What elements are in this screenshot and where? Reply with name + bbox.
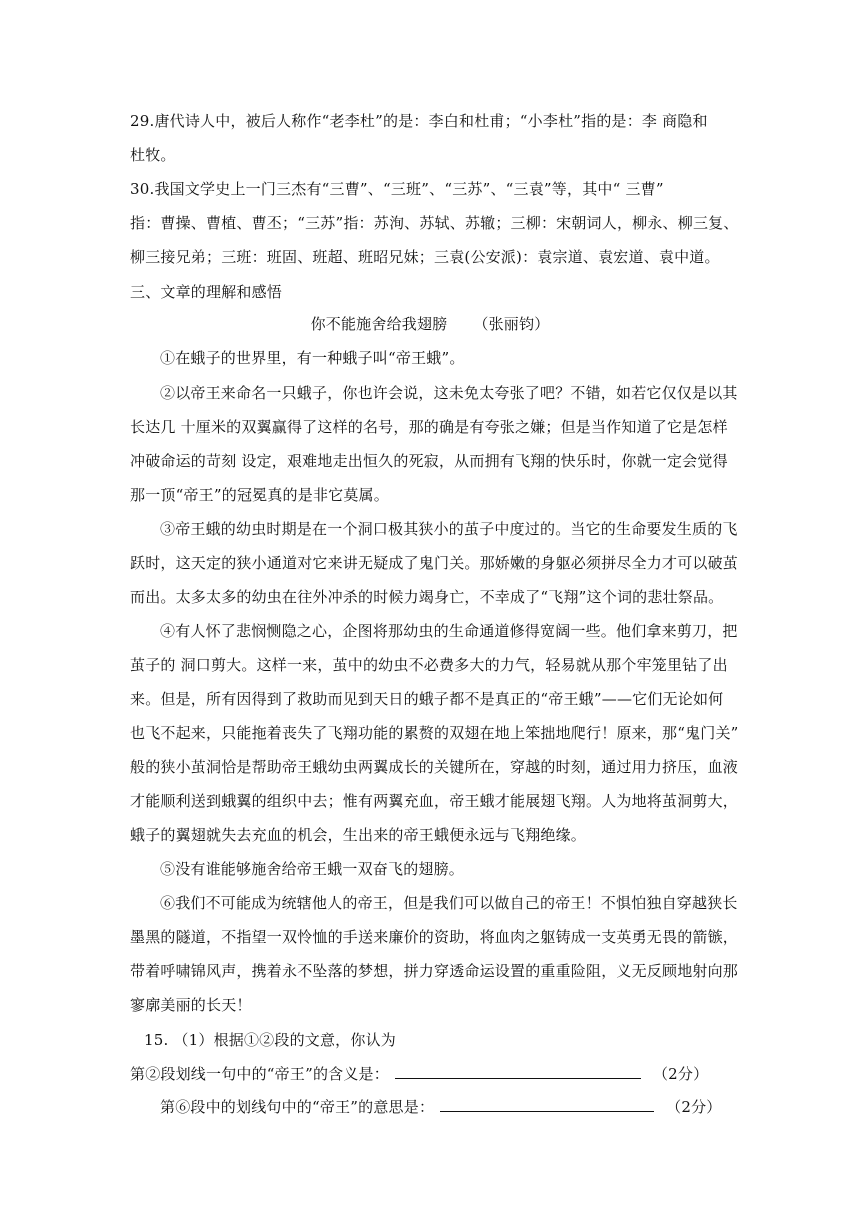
question-15-1-score: （2分） [652,1065,709,1083]
paragraph-4-line-2: 茧子的 洞口剪大。这样一来，茧中的幼虫不必费多大的力气，轻易就从那个牢笼里钻了出 [130,656,728,674]
question-15-1-line [130,1064,708,1084]
item-30-line-1: 30.我国文学史上一门三杰有“三曹”、“三班”、“三苏”、“三袁”等，其中“ 三曹” [130,180,664,198]
paragraph-4-line-3: 来。但是，所有因得到了救助而见到天日的蛾子都不是真正的“帝王蛾”——它们无论如何 [130,690,724,708]
answer-blank-2[interactable] [440,1097,654,1112]
question-15-2-text: 第⑥段中的划线句中的“帝王”的意思是： [160,1098,435,1116]
paragraph-2-line-4: 那一顶“帝王”的冠冕真的是非它莫属。 [130,486,389,504]
answer-blank-1[interactable] [395,1064,641,1079]
item-30-line-3: 柳三接兄弟；三班：班固、班超、班昭兄妹；三袁(公安派)：袁宗道、袁宏道、袁中道。 [130,248,720,266]
question-15-2-score: （2分） [666,1098,722,1116]
paragraph-4-line-6: 才能顺利送到蛾翼的组织中去；惟有两翼充血，帝王蛾才能展翅飞翔。人为地将茧洞剪大， [130,792,739,810]
paragraph-4-line-7: 蛾子的翼翅就失去充血的机会，生出来的帝王蛾便永远与飞翔绝缘。 [130,826,587,844]
paragraph-3-line-2: 跃时，这天定的狭小通道对它来讲无疑成了鬼门关。那娇嫩的身躯必须拼尽全力才可以破茧 [130,554,739,572]
item-30-line-2: 指：曹操、曹植、曹丕；“三苏”指：苏洵、苏轼、苏辙；三柳：宋朝词人，柳永、柳三复、 [130,214,739,232]
paragraph-2-line-3: 冲破命运的苛刻 设定，艰难地走出恒久的死寂，从而拥有飞翔的快乐时，你就一定会觉得 [130,452,728,470]
question-15-1-text: 第②段划线一句中的“帝王”的含义是： [130,1065,389,1083]
paragraph-5: ⑤没有谁能够施舍给帝王蛾一双奋飞的翅膀。 [160,860,465,878]
paragraph-6-line-4: 寥廓美丽的长天！ [130,996,252,1014]
question-15-2-line [160,1097,722,1117]
item-29-line-2: 杜牧。 [130,146,176,164]
article-title-line [0,314,860,334]
paragraph-3-line-1: ③帝王蛾的幼虫时期是在一个洞口极其狭小的茧子中度过的。当它的生命要发生质的飞 [160,520,738,538]
paragraph-3-line-3: 而出。太多太多的幼虫在往外冲杀的时候力竭身亡，不幸成了“飞翔”这个词的悲壮祭品。 [130,588,724,606]
paragraph-2-line-2: 长达几 十厘米的双翼赢得了这样的名号，那的确是有夸张之嫌；但是当作知道了它是怎样 [130,418,728,436]
paragraph-6-line-3: 带着呼啸锦风声，携着永不坠落的梦想，拼力穿透命运设置的重重险阻，义无反顾地射向那 [130,962,739,980]
section-heading: 三、文章的理解和感悟 [130,283,283,301]
paragraph-4-line-1: ④有人怀了悲悯恻隐之心，企图将那幼虫的生命通道修得宽阔一些。他们拿来剪刀，把 [160,622,738,640]
paragraph-2-line-1: ②以帝王来命名一只蛾子，你也许会说，这未免太夸张了吧？不错，如若它仅仅是以其 [160,384,738,402]
paragraph-6-line-1: ⑥我们不可能成为统辖他人的帝王，但是我们可以做自己的帝王！不惧怕独自穿越狭长 [160,894,738,912]
paragraph-6-line-2: 墨黑的隧道，不指望一双怜恤的手送来廉价的资助，将血肉之躯铸成一支英勇无畏的箭镞， [130,928,739,946]
item-29-line-1: 29.唐代诗人中，被后人称作“老李杜”的是：李白和杜甫；“小李杜”指的是：李 商隐和 [130,112,708,130]
question-15-intro: 15. （1）根据①②段的文意，你认为 [144,1031,396,1049]
article-author: （张丽钧） [473,315,550,333]
paragraph-4-line-5: 般的狭小茧洞恰是帮助帝王蛾幼虫两翼成长的关键所在，穿越的时刻，通过用力挤压，血液 [130,758,739,776]
article-title: 你不能施舍给我翅膀 [310,315,448,333]
paragraph-4-line-4: 也飞不起来，只能拖着丧失了飞翔功能的累赘的双翅在地上笨拙地爬行！原来，那“鬼门关” [130,724,739,742]
paragraph-1: ①在蛾子的世界里，有一种蛾子叫“帝王蛾”。 [160,349,465,367]
